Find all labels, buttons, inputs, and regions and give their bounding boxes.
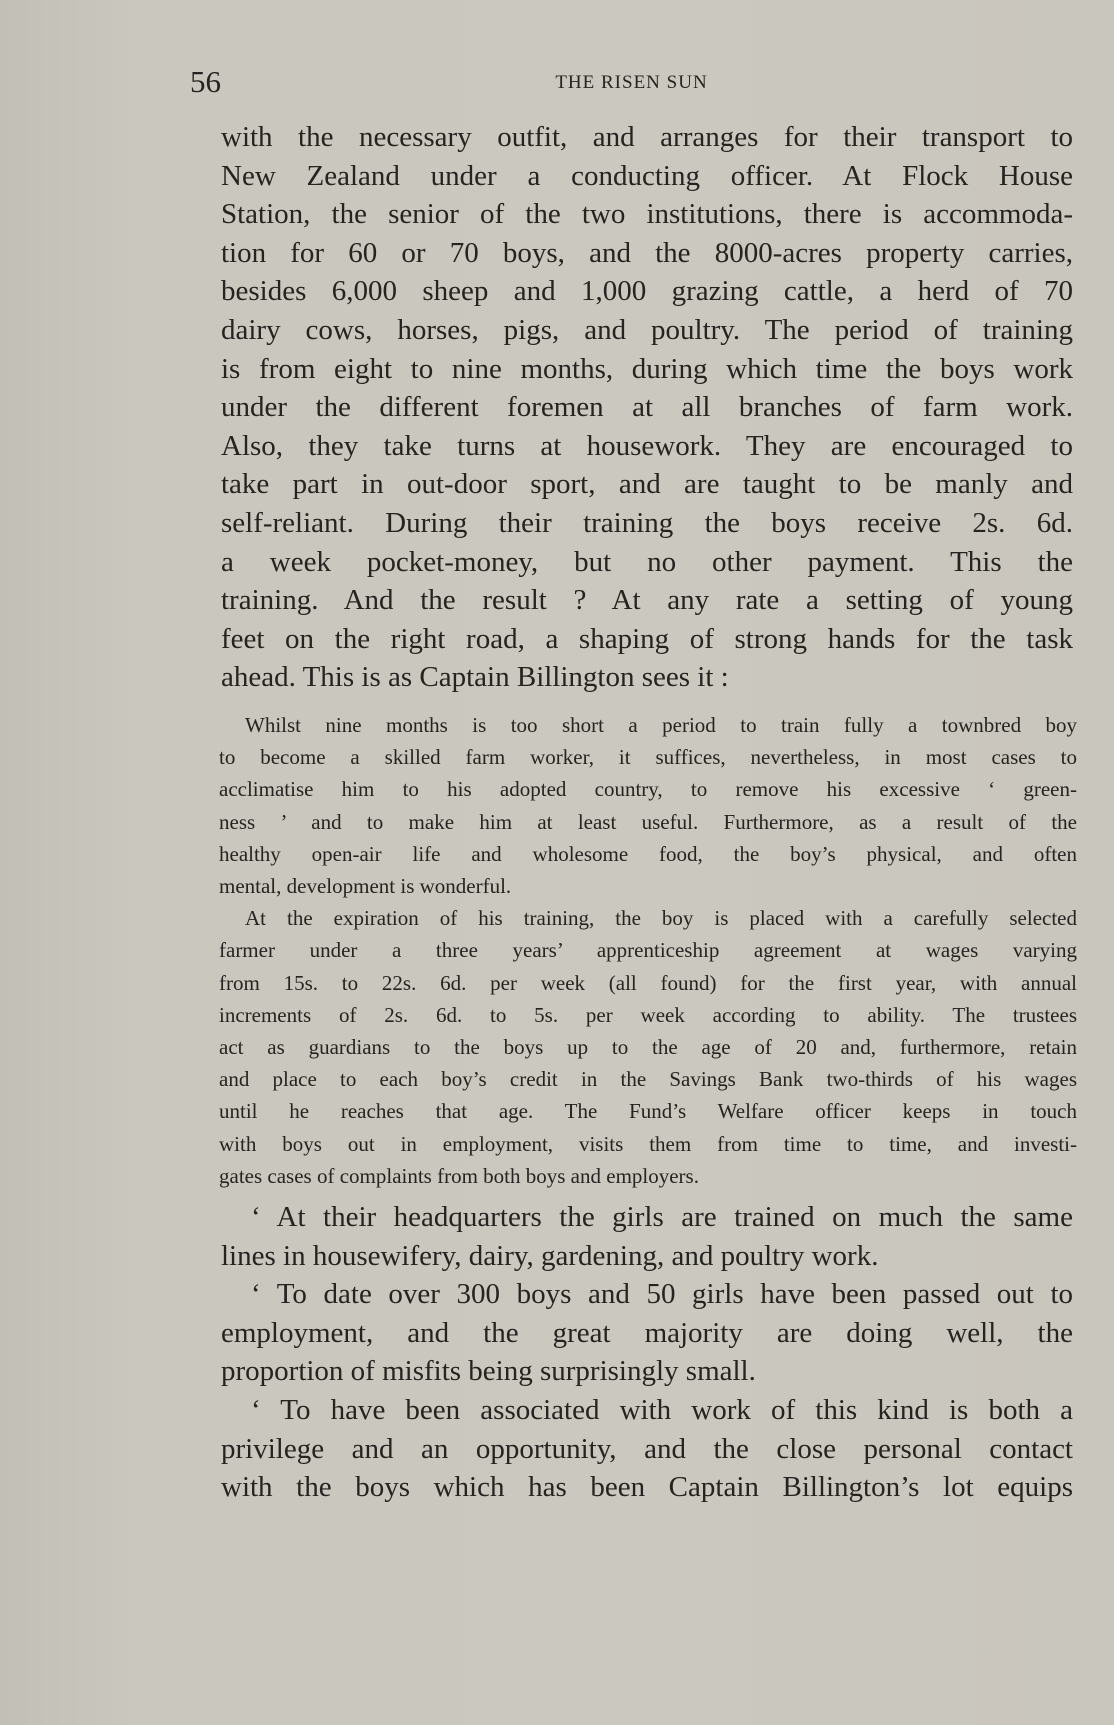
page-body bbox=[219, 118, 1077, 1507]
text-line: take part in out-door sport, and are taught to be manly and bbox=[221, 468, 1073, 501]
text-line: self-reliant. During their training the boys receive 2s. 6d. bbox=[221, 506, 1073, 539]
quote-line: from 15s. to 22s. 6d. per week (all found) for the first year, with annual bbox=[219, 970, 1077, 995]
quote-line: gates cases of complaints from both boys and employers. bbox=[219, 1163, 699, 1188]
paragraph-4 bbox=[221, 1391, 1073, 1507]
text-line: feet on the right road, a shaping of strong hands for the task bbox=[221, 622, 1073, 655]
text-line: ahead. This is as Captain Billington sees it : bbox=[221, 661, 729, 694]
paragraph-3 bbox=[221, 1275, 1073, 1391]
text-line: proportion of misfits being surprisingly small. bbox=[221, 1355, 756, 1388]
quote-line: until he reaches that age. The Fund’s Welfare officer keeps in touch bbox=[219, 1099, 1077, 1124]
text-line: Station, the senior of the two institutions, there is accommoda- bbox=[221, 198, 1073, 231]
text-line: ‘ To have been associated with work of this kind is both a bbox=[251, 1393, 1073, 1426]
text-line: besides 6,000 sheep and 1,000 grazing cattle, a herd of 70 bbox=[221, 275, 1073, 308]
text-line: dairy cows, horses, pigs, and poultry. The period of training bbox=[221, 313, 1073, 346]
text-line: ‘ To date over 300 boys and 50 girls have been passed out to bbox=[251, 1278, 1073, 1311]
quote-paragraph-2 bbox=[219, 902, 1077, 1192]
quote-line: At the expiration of his training, the boy is placed with a carefully selected bbox=[245, 906, 1077, 931]
text-line: with the boys which has been Captain Billington’s lot equips bbox=[221, 1471, 1073, 1504]
text-line: under the different foremen at all branches of farm work. bbox=[221, 391, 1073, 424]
text-line: employment, and the great majority are doing well, the bbox=[221, 1316, 1073, 1349]
text-line: ‘ At their headquarters the girls are trained on much the same bbox=[251, 1200, 1073, 1233]
text-line: privilege and an opportunity, and the close personal contact bbox=[221, 1432, 1073, 1465]
quote-line: act as guardians to the boys up to the age of 20 and, furthermore, retain bbox=[219, 1034, 1077, 1059]
paragraph-2 bbox=[221, 1198, 1073, 1275]
text-line: Also, they take turns at housework. They are encouraged to bbox=[221, 429, 1073, 462]
quote-line: and place to each boy’s credit in the Savings Bank two-thirds of his wages bbox=[219, 1067, 1077, 1092]
quote-line: with boys out in employment, visits them from time to time, and investi- bbox=[219, 1131, 1077, 1156]
text-line: training. And the result ? At any rate a setting of young bbox=[221, 584, 1073, 617]
quote-paragraph-1 bbox=[219, 709, 1077, 902]
quote-line: healthy open-air life and wholesome food, the boy’s physical, and often bbox=[219, 841, 1077, 866]
quote-line: mental, development is wonderful. bbox=[219, 873, 512, 898]
quote-line: increments of 2s. 6d. to 5s. per week according to ability. The trustees bbox=[219, 1002, 1077, 1027]
running-title: THE RISEN SUN bbox=[555, 72, 708, 93]
paragraph-1 bbox=[221, 118, 1073, 697]
text-line: with the necessary outfit, and arranges for their transport to bbox=[221, 121, 1073, 153]
quote-line: ness ’ and to make him at least useful. Furthermore, as a result of the bbox=[219, 809, 1077, 834]
quote-line: farmer under a three years’ apprenticeship agreement at wages varying bbox=[219, 938, 1077, 963]
text-line: a week pocket-money, but no other payment. This the bbox=[221, 545, 1073, 578]
text-line: New Zealand under a conducting officer. At Flock House bbox=[221, 159, 1073, 192]
block-quote bbox=[219, 709, 1077, 1192]
text-line: is from eight to nine months, during which time the boys work bbox=[221, 352, 1073, 385]
quote-line: to become a skilled farm worker, it suffices, nevertheless, in most cases to bbox=[219, 745, 1077, 770]
text-line: lines in housewifery, dairy, gardening, and poultry work. bbox=[221, 1239, 879, 1272]
page-number: 56 bbox=[190, 64, 221, 99]
quote-line: Whilst nine months is too short a period to train fully a townbred boy bbox=[245, 712, 1077, 737]
text-line: tion for 60 or 70 boys, and the 8000-acres property carries, bbox=[221, 236, 1073, 269]
quote-line: acclimatise him to his adopted country, to remove his excessive ‘ green- bbox=[219, 777, 1077, 802]
running-head bbox=[190, 62, 1073, 102]
